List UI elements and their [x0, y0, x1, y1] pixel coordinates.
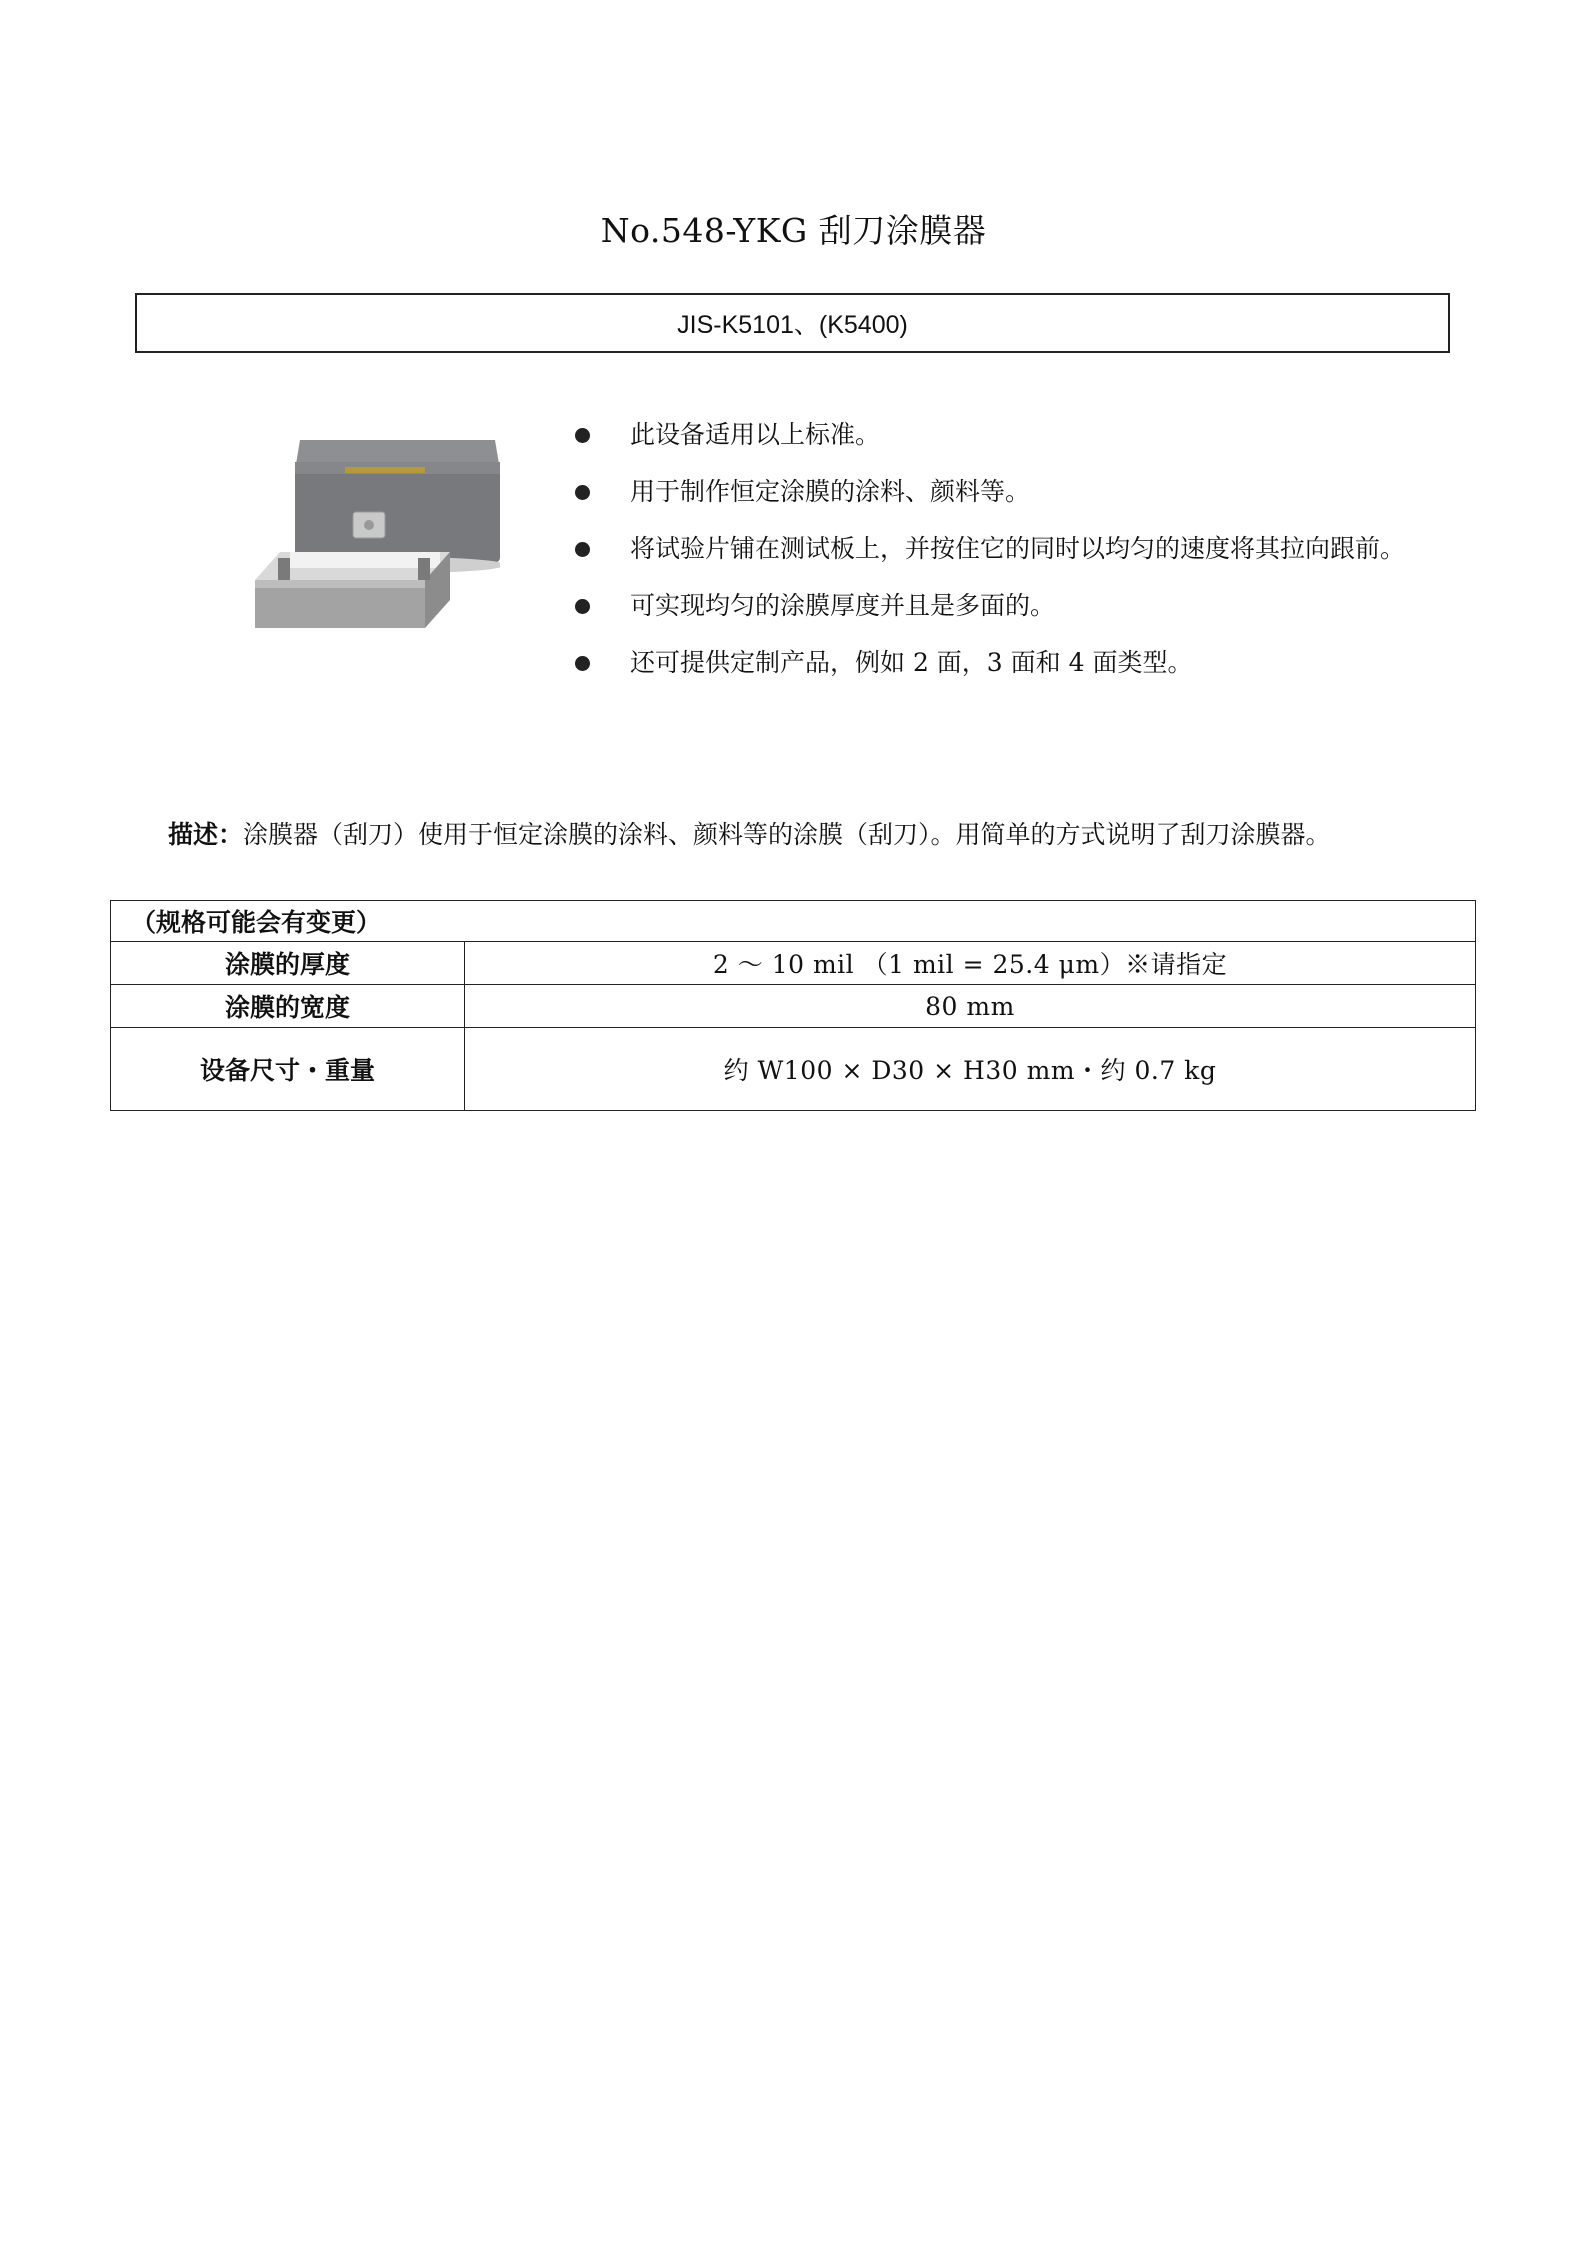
table-row	[111, 942, 1476, 985]
spec-label: 涂膜的厚度	[111, 942, 465, 985]
table-row	[111, 1028, 1476, 1111]
spec-table-header-row	[111, 901, 1476, 942]
feature-text: 此设备适用以上标准。	[630, 420, 881, 449]
feature-item	[570, 526, 1405, 583]
bullet-icon	[575, 599, 590, 614]
standard-text: JIS-K5101、(K5400)	[677, 311, 908, 339]
spec-table	[110, 900, 1476, 1111]
feature-text: 用于制作恒定涂膜的涂料、颜料等。	[630, 477, 1031, 506]
feature-text: 可实现均匀的涂膜厚度并且是多面的。	[630, 591, 1056, 620]
spec-label: 涂膜的宽度	[111, 985, 465, 1028]
bullet-icon	[575, 485, 590, 500]
feature-item	[570, 412, 1405, 469]
feature-text: 将试验片铺在测试板上，并按住它的同时以均匀的速度将其拉向跟前。	[630, 534, 1406, 563]
feature-text: 还可提供定制产品，例如 2 面，3 面和 4 面类型。	[630, 648, 1193, 677]
bullet-icon	[575, 656, 590, 671]
feature-item	[570, 640, 1405, 697]
bullet-icon	[575, 542, 590, 557]
spec-value: 约 W100 × D30 × H30 mm・约 0.7 kg	[465, 1028, 1476, 1111]
spec-value: 80 mm	[465, 985, 1476, 1028]
feature-item	[570, 469, 1405, 526]
feature-item	[570, 583, 1405, 640]
spec-value: 2 ～ 10 mil （1 mil = 25.4 μm）※请指定	[465, 942, 1476, 985]
description	[168, 815, 1331, 851]
table-row	[111, 985, 1476, 1028]
spec-table-header: （规格可能会有变更）	[111, 901, 1476, 942]
spec-label: 设备尺寸・重量	[111, 1028, 465, 1111]
page-title: No.548-YKG 刮刀涂膜器	[600, 211, 987, 250]
product-image	[250, 440, 500, 630]
feature-list	[570, 412, 1405, 697]
description-label: 描述：	[168, 820, 244, 849]
description-text: 涂膜器（刮刀）使用于恒定涂膜的涂料、颜料等的涂膜（刮刀）。用简单的方式说明了刮刀涂膜器。	[243, 820, 1331, 849]
bullet-icon	[575, 428, 590, 443]
standard-box	[135, 293, 1450, 353]
